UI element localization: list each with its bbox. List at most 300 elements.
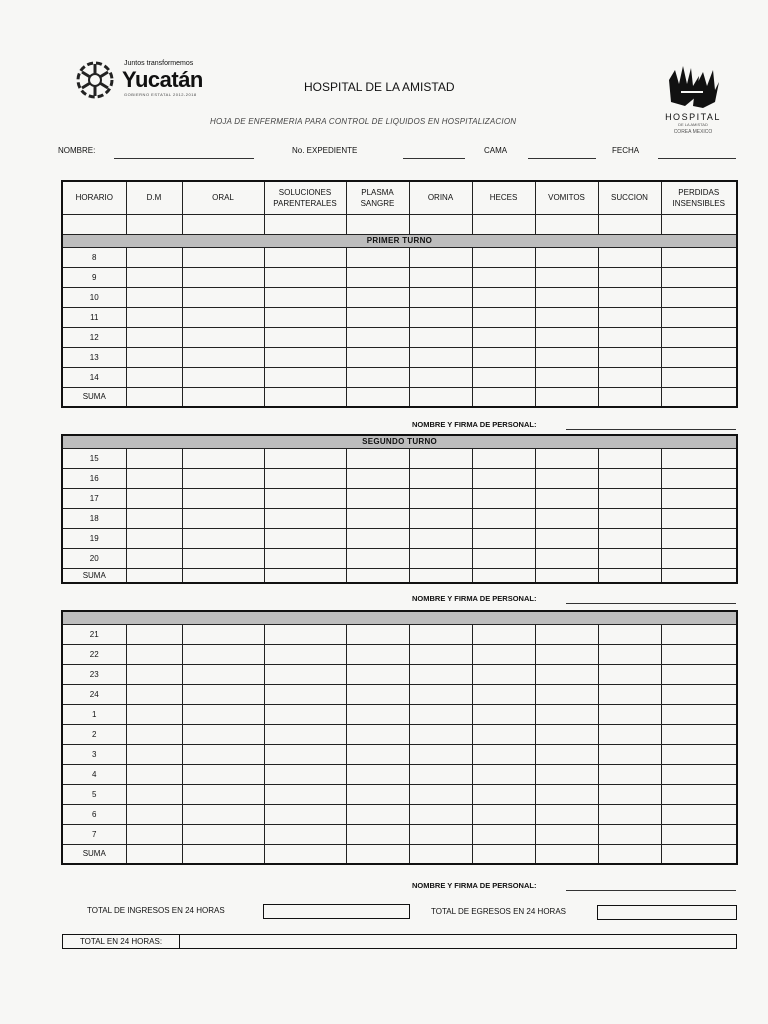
data-cell[interactable]	[661, 844, 737, 864]
data-cell[interactable]	[535, 508, 598, 528]
data-cell[interactable]	[409, 704, 472, 724]
data-cell[interactable]	[472, 468, 535, 488]
table-row[interactable]	[62, 367, 737, 387]
data-cell[interactable]	[661, 804, 737, 824]
data-cell[interactable]	[182, 468, 264, 488]
table-row[interactable]	[62, 784, 737, 804]
data-cell[interactable]	[535, 247, 598, 267]
data-cell[interactable]	[182, 724, 264, 744]
data-cell[interactable]	[346, 468, 409, 488]
hour-cell: 14	[62, 367, 126, 387]
data-cell[interactable]	[598, 644, 661, 664]
data-cell[interactable]	[598, 247, 661, 267]
data-cell[interactable]	[472, 664, 535, 684]
signature-field-3[interactable]	[566, 890, 736, 891]
table-row[interactable]	[62, 644, 737, 664]
data-cell[interactable]	[472, 347, 535, 367]
data-cell[interactable]	[264, 307, 346, 327]
data-cell[interactable]	[535, 347, 598, 367]
data-cell[interactable]	[346, 784, 409, 804]
data-cell[interactable]	[182, 287, 264, 307]
expediente-field[interactable]	[403, 158, 465, 159]
data-cell[interactable]	[661, 724, 737, 744]
data-cell[interactable]	[264, 704, 346, 724]
data-cell[interactable]	[598, 744, 661, 764]
data-cell[interactable]	[346, 724, 409, 744]
data-cell[interactable]	[346, 684, 409, 704]
data-cell[interactable]	[535, 804, 598, 824]
data-cell[interactable]	[598, 624, 661, 644]
data-cell[interactable]	[346, 704, 409, 724]
title-row	[62, 611, 737, 624]
signature-label-1: NOMBRE Y FIRMA DE PERSONAL:	[412, 420, 537, 429]
data-cell[interactable]	[472, 824, 535, 844]
data-cell[interactable]	[264, 624, 346, 644]
data-cell[interactable]	[126, 508, 182, 528]
data-cell[interactable]	[661, 367, 737, 387]
data-cell[interactable]	[346, 624, 409, 644]
data-cell[interactable]	[126, 704, 182, 724]
data-cell[interactable]	[535, 387, 598, 407]
data-cell[interactable]	[535, 568, 598, 583]
table-row[interactable]	[62, 724, 737, 744]
data-cell[interactable]	[409, 267, 472, 287]
data-cell[interactable]	[598, 844, 661, 864]
data-cell[interactable]	[598, 548, 661, 568]
suma-row[interactable]	[62, 568, 737, 583]
data-cell[interactable]	[409, 347, 472, 367]
data-cell[interactable]	[472, 784, 535, 804]
data-cell[interactable]	[126, 488, 182, 508]
hour-cell: 21	[62, 624, 126, 644]
data-cell[interactable]	[472, 387, 535, 407]
data-cell[interactable]	[346, 528, 409, 548]
signature-field-1[interactable]	[566, 429, 736, 430]
data-cell[interactable]	[535, 307, 598, 327]
data-cell[interactable]	[598, 448, 661, 468]
data-cell[interactable]	[535, 764, 598, 784]
data-cell[interactable]	[409, 528, 472, 548]
table-row[interactable]	[62, 247, 737, 267]
table-row[interactable]	[62, 287, 737, 307]
table-row[interactable]	[62, 624, 737, 644]
data-cell[interactable]	[598, 704, 661, 724]
data-cell[interactable]	[346, 548, 409, 568]
data-cell[interactable]	[598, 287, 661, 307]
data-cell[interactable]	[264, 448, 346, 468]
data-cell[interactable]	[661, 568, 737, 583]
data-cell[interactable]	[126, 844, 182, 864]
data-cell[interactable]	[346, 488, 409, 508]
data-cell[interactable]	[535, 704, 598, 724]
data-cell[interactable]	[535, 287, 598, 307]
data-cell[interactable]	[472, 267, 535, 287]
data-cell[interactable]	[182, 844, 264, 864]
data-cell[interactable]	[346, 347, 409, 367]
table-row[interactable]	[62, 744, 737, 764]
data-cell[interactable]	[409, 664, 472, 684]
data-cell[interactable]	[264, 528, 346, 548]
hour-cell: 20	[62, 548, 126, 568]
data-cell[interactable]	[661, 744, 737, 764]
data-cell[interactable]	[535, 548, 598, 568]
data-cell[interactable]	[409, 468, 472, 488]
data-cell[interactable]	[598, 508, 661, 528]
data-cell[interactable]	[598, 724, 661, 744]
data-cell[interactable]	[472, 327, 535, 347]
data-cell[interactable]	[661, 624, 737, 644]
data-cell[interactable]	[182, 824, 264, 844]
table-row[interactable]	[62, 347, 737, 367]
data-cell[interactable]	[409, 784, 472, 804]
data-cell[interactable]	[472, 508, 535, 528]
data-cell[interactable]	[346, 744, 409, 764]
data-cell[interactable]	[346, 804, 409, 824]
data-cell[interactable]	[182, 644, 264, 664]
data-cell[interactable]	[535, 468, 598, 488]
data-cell[interactable]	[182, 327, 264, 347]
data-cell[interactable]	[535, 528, 598, 548]
data-cell[interactable]	[182, 247, 264, 267]
data-cell[interactable]	[661, 448, 737, 468]
total-ingresos-field[interactable]	[263, 904, 410, 919]
data-cell[interactable]	[264, 804, 346, 824]
data-cell[interactable]	[598, 307, 661, 327]
data-cell[interactable]	[126, 247, 182, 267]
data-cell[interactable]	[126, 764, 182, 784]
data-cell[interactable]	[346, 367, 409, 387]
data-cell[interactable]	[598, 664, 661, 684]
data-cell[interactable]	[535, 744, 598, 764]
data-cell[interactable]	[182, 744, 264, 764]
data-cell[interactable]	[264, 267, 346, 287]
data-cell[interactable]	[661, 664, 737, 684]
table-row[interactable]	[62, 764, 737, 784]
data-cell[interactable]	[409, 824, 472, 844]
cell	[409, 214, 472, 234]
data-cell[interactable]	[472, 287, 535, 307]
data-cell[interactable]	[661, 468, 737, 488]
data-cell[interactable]	[535, 448, 598, 468]
data-cell[interactable]	[182, 704, 264, 724]
data-cell[interactable]	[598, 568, 661, 583]
data-cell[interactable]	[264, 327, 346, 347]
data-cell[interactable]	[472, 488, 535, 508]
data-cell[interactable]	[472, 307, 535, 327]
data-cell[interactable]	[126, 724, 182, 744]
data-cell[interactable]	[661, 347, 737, 367]
data-cell[interactable]	[126, 784, 182, 804]
data-cell[interactable]	[661, 387, 737, 407]
data-cell[interactable]	[472, 704, 535, 724]
data-cell[interactable]	[409, 488, 472, 508]
data-cell[interactable]	[661, 684, 737, 704]
data-cell[interactable]	[264, 488, 346, 508]
data-cell[interactable]	[182, 267, 264, 287]
data-cell[interactable]	[346, 844, 409, 864]
data-cell[interactable]	[346, 387, 409, 407]
data-cell[interactable]	[598, 528, 661, 548]
data-cell[interactable]	[535, 724, 598, 744]
data-cell[interactable]	[472, 764, 535, 784]
data-cell[interactable]	[661, 267, 737, 287]
total-24h-field[interactable]	[181, 935, 731, 948]
data-cell[interactable]	[182, 684, 264, 704]
data-cell[interactable]	[182, 387, 264, 407]
data-cell[interactable]	[264, 764, 346, 784]
data-cell[interactable]	[182, 764, 264, 784]
data-cell[interactable]	[126, 307, 182, 327]
data-cell[interactable]	[264, 247, 346, 267]
data-cell[interactable]	[409, 684, 472, 704]
data-cell[interactable]	[535, 664, 598, 684]
data-cell[interactable]	[409, 744, 472, 764]
data-cell[interactable]	[535, 624, 598, 644]
data-cell[interactable]	[472, 367, 535, 387]
data-cell[interactable]	[409, 548, 472, 568]
table-row[interactable]	[62, 488, 737, 508]
data-cell[interactable]	[661, 247, 737, 267]
table-row[interactable]	[62, 684, 737, 704]
data-cell[interactable]	[661, 307, 737, 327]
data-cell[interactable]	[472, 548, 535, 568]
data-cell[interactable]	[346, 287, 409, 307]
data-cell[interactable]	[126, 327, 182, 347]
data-cell[interactable]	[346, 568, 409, 583]
table-row[interactable]	[62, 664, 737, 684]
data-cell[interactable]	[264, 287, 346, 307]
data-cell[interactable]	[346, 824, 409, 844]
data-cell[interactable]	[126, 804, 182, 824]
data-cell[interactable]	[598, 347, 661, 367]
data-cell[interactable]	[126, 387, 182, 407]
data-cell[interactable]	[126, 468, 182, 488]
suma-label: SUMA	[62, 568, 126, 583]
data-cell[interactable]	[182, 448, 264, 468]
data-cell[interactable]	[126, 624, 182, 644]
data-cell[interactable]	[409, 624, 472, 644]
cell	[126, 214, 182, 234]
data-cell[interactable]	[346, 307, 409, 327]
data-cell[interactable]	[661, 784, 737, 804]
data-cell[interactable]	[598, 784, 661, 804]
table-row[interactable]	[62, 528, 737, 548]
data-cell[interactable]	[264, 684, 346, 704]
data-cell[interactable]	[535, 267, 598, 287]
data-cell[interactable]	[126, 824, 182, 844]
data-cell[interactable]	[182, 347, 264, 367]
data-cell[interactable]	[126, 367, 182, 387]
data-cell[interactable]	[472, 724, 535, 744]
data-cell[interactable]	[264, 508, 346, 528]
data-cell[interactable]	[661, 287, 737, 307]
data-cell[interactable]	[535, 327, 598, 347]
nombre-field[interactable]	[114, 158, 254, 159]
data-cell[interactable]	[264, 724, 346, 744]
hospital-logo-name: HOSPITAL	[665, 112, 721, 122]
data-cell[interactable]	[264, 824, 346, 844]
data-cell[interactable]	[126, 644, 182, 664]
data-cell[interactable]	[346, 644, 409, 664]
data-cell[interactable]	[264, 664, 346, 684]
data-cell[interactable]	[409, 508, 472, 528]
data-cell[interactable]	[126, 347, 182, 367]
data-cell[interactable]	[182, 548, 264, 568]
data-cell[interactable]	[535, 784, 598, 804]
data-cell[interactable]	[472, 684, 535, 704]
data-cell[interactable]	[346, 247, 409, 267]
data-cell[interactable]	[472, 644, 535, 664]
data-cell[interactable]	[472, 448, 535, 468]
table-row[interactable]	[62, 267, 737, 287]
data-cell[interactable]	[182, 488, 264, 508]
data-cell[interactable]	[346, 267, 409, 287]
data-cell[interactable]	[182, 528, 264, 548]
data-cell[interactable]	[598, 267, 661, 287]
data-cell[interactable]	[126, 267, 182, 287]
hour-cell: 15	[62, 448, 126, 468]
data-cell[interactable]	[598, 824, 661, 844]
data-cell[interactable]	[409, 367, 472, 387]
data-cell[interactable]	[182, 784, 264, 804]
data-cell[interactable]	[661, 528, 737, 548]
total-egresos-field[interactable]	[597, 905, 737, 920]
data-cell[interactable]	[346, 664, 409, 684]
data-cell[interactable]	[598, 804, 661, 824]
data-cell[interactable]	[472, 528, 535, 548]
table-row[interactable]	[62, 548, 737, 568]
data-cell[interactable]	[661, 508, 737, 528]
data-cell[interactable]	[409, 764, 472, 784]
data-cell[interactable]	[598, 684, 661, 704]
data-cell[interactable]	[535, 367, 598, 387]
data-cell[interactable]	[535, 488, 598, 508]
data-cell[interactable]	[409, 327, 472, 347]
data-cell[interactable]	[264, 844, 346, 864]
data-cell[interactable]	[182, 367, 264, 387]
suma-row[interactable]	[62, 844, 737, 864]
signature-field-2[interactable]	[566, 603, 736, 604]
data-cell[interactable]	[409, 724, 472, 744]
data-cell[interactable]	[409, 804, 472, 824]
table-row[interactable]	[62, 448, 737, 468]
hour-cell: 24	[62, 684, 126, 704]
data-cell[interactable]	[126, 744, 182, 764]
hour-cell: 1	[62, 704, 126, 724]
data-cell[interactable]	[264, 784, 346, 804]
data-cell[interactable]	[264, 347, 346, 367]
data-cell[interactable]	[182, 624, 264, 644]
data-cell[interactable]	[409, 287, 472, 307]
data-cell[interactable]	[472, 624, 535, 644]
data-cell[interactable]	[535, 824, 598, 844]
data-cell[interactable]	[472, 744, 535, 764]
data-cell[interactable]	[598, 387, 661, 407]
data-cell[interactable]	[472, 247, 535, 267]
data-cell[interactable]	[409, 448, 472, 468]
data-cell[interactable]	[264, 367, 346, 387]
hour-cell: 17	[62, 488, 126, 508]
data-cell[interactable]	[409, 247, 472, 267]
data-cell[interactable]	[346, 508, 409, 528]
data-cell[interactable]	[126, 528, 182, 548]
data-cell[interactable]	[598, 367, 661, 387]
table-row[interactable]	[62, 327, 737, 347]
data-cell[interactable]	[126, 684, 182, 704]
table-row[interactable]	[62, 307, 737, 327]
table-row[interactable]	[62, 508, 737, 528]
data-cell[interactable]	[409, 568, 472, 583]
logo-subline: GOBIERNO ESTATAL 2012-2018	[124, 92, 197, 97]
data-cell[interactable]	[126, 568, 182, 583]
data-cell[interactable]	[182, 508, 264, 528]
data-cell[interactable]	[182, 664, 264, 684]
data-cell[interactable]	[661, 824, 737, 844]
hour-cell: 12	[62, 327, 126, 347]
data-cell[interactable]	[346, 327, 409, 347]
data-cell[interactable]	[598, 327, 661, 347]
data-cell[interactable]	[126, 548, 182, 568]
data-cell[interactable]	[598, 764, 661, 784]
data-cell[interactable]	[264, 744, 346, 764]
data-cell[interactable]	[126, 448, 182, 468]
data-cell[interactable]	[409, 307, 472, 327]
data-cell[interactable]	[472, 844, 535, 864]
table-row[interactable]	[62, 704, 737, 724]
data-cell[interactable]	[598, 488, 661, 508]
data-cell[interactable]	[182, 307, 264, 327]
expediente-label: No. EXPEDIENTE	[292, 146, 358, 155]
data-cell[interactable]	[472, 568, 535, 583]
data-cell[interactable]	[409, 844, 472, 864]
data-cell[interactable]	[264, 468, 346, 488]
data-cell[interactable]	[126, 287, 182, 307]
data-cell[interactable]	[264, 387, 346, 407]
data-cell[interactable]	[661, 644, 737, 664]
hour-cell: 22	[62, 644, 126, 664]
data-cell[interactable]	[661, 704, 737, 724]
data-cell[interactable]	[661, 488, 737, 508]
data-cell[interactable]	[409, 387, 472, 407]
data-cell[interactable]	[535, 844, 598, 864]
data-cell[interactable]	[535, 684, 598, 704]
data-cell[interactable]	[598, 468, 661, 488]
data-cell[interactable]	[182, 568, 264, 583]
data-cell[interactable]	[661, 548, 737, 568]
data-cell[interactable]	[264, 644, 346, 664]
data-cell[interactable]	[535, 644, 598, 664]
data-cell[interactable]	[346, 448, 409, 468]
fecha-field[interactable]	[658, 158, 736, 159]
data-cell[interactable]	[346, 764, 409, 784]
cell	[598, 214, 661, 234]
data-cell[interactable]	[661, 764, 737, 784]
table-row[interactable]	[62, 468, 737, 488]
data-cell[interactable]	[126, 664, 182, 684]
table-row[interactable]	[62, 804, 737, 824]
data-cell[interactable]	[409, 644, 472, 664]
data-cell[interactable]	[264, 568, 346, 583]
suma-row[interactable]	[62, 387, 737, 407]
cama-field[interactable]	[528, 158, 596, 159]
table-row[interactable]	[62, 824, 737, 844]
col-soluciones: SOLUCIONES PARENTERALES	[264, 181, 346, 214]
data-cell[interactable]	[661, 327, 737, 347]
shift-1-table	[61, 180, 738, 408]
data-cell[interactable]	[182, 804, 264, 824]
data-cell[interactable]	[472, 804, 535, 824]
data-cell[interactable]	[264, 548, 346, 568]
